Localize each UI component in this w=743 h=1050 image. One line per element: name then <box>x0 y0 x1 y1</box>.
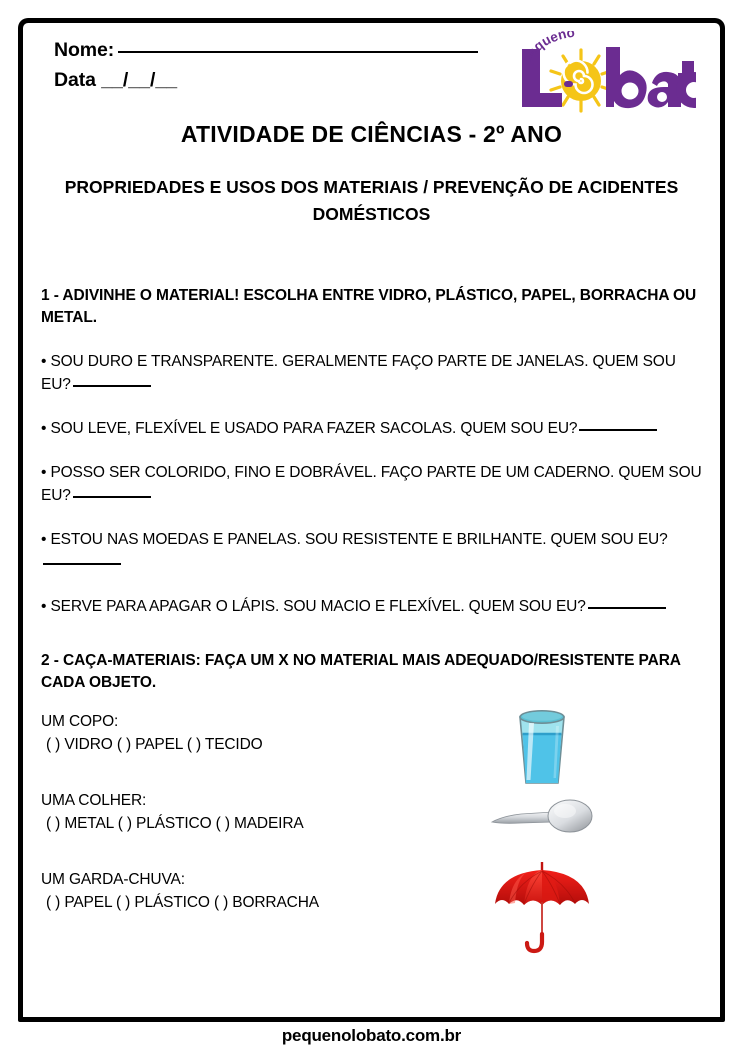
page-subtitle: PROPRIEDADES E USOS DOS MATERIAIS / PREVENÇÃO DE ACIDENTES DOMÉSTICOS <box>64 177 679 224</box>
riddle-item <box>41 461 702 507</box>
worksheet-header <box>41 33 702 111</box>
riddle-bullet: • <box>41 420 47 437</box>
name-field-row <box>54 35 574 65</box>
riddle-bullet: • <box>41 353 47 370</box>
page-title: ATIVIDADE DE CIÊNCIAS - 2º ANO <box>180 121 563 147</box>
riddle-answer-blank[interactable] <box>588 607 666 609</box>
pequeno-lobato-logo <box>518 31 696 113</box>
question-2-items <box>41 710 702 930</box>
riddle-item <box>41 350 702 396</box>
riddle-item <box>41 595 702 618</box>
question-2-heading: 2 - CAÇA-MATERIAIS: FAÇA UM X NO MATERIAL MAIS ADEQUADO/RESISTENTE PARA CADA OBJETO. <box>41 652 681 691</box>
riddle-answer-blank[interactable] <box>73 496 151 498</box>
umbrella-graphic <box>487 856 597 956</box>
riddle-text: ESTOU NAS MOEDAS E PANELAS. SOU RESISTENTE E BRILHANTE. QUEM SOU EU? <box>50 531 668 548</box>
question-1-heading: 1 - ADIVINHE O MATERIAL! ESCOLHA ENTRE VIDRO, PLÁSTICO, PAPEL, BORRACHA OU METAL. <box>41 287 697 326</box>
riddle-item <box>41 528 702 574</box>
red-umbrella-icon <box>487 856 597 956</box>
date-field-label: Data <box>54 69 96 91</box>
material-choice-row <box>41 868 702 930</box>
material-choice-text <box>41 868 702 914</box>
logo-top-word: pequeno <box>518 31 576 67</box>
name-field-rule[interactable] <box>118 51 478 53</box>
name-field-label: Nome: <box>54 39 115 61</box>
riddle-text: POSSO SER COLORIDO, FINO E DOBRÁVEL. FAÇO PARTE DE UM CADERNO. QUEM SOU EU? <box>41 464 702 504</box>
date-field-blanks[interactable]: __/__/__ <box>101 69 178 91</box>
question-2-block <box>41 650 702 930</box>
option-checkboxes[interactable]: ( ) VIDRO ( ) PAPEL ( ) TECIDO <box>46 736 263 753</box>
material-choice-text <box>41 710 702 756</box>
site-footer: pequenolobato.com.br <box>281 1026 462 1045</box>
object-label: UM GARDA-CHUVA: <box>41 871 185 888</box>
date-field-row <box>54 65 574 95</box>
riddle-bullet: • <box>41 464 47 481</box>
material-choice-text <box>41 789 702 835</box>
worksheet-content <box>23 23 720 1017</box>
logo-graphic <box>518 31 696 113</box>
question-1-block <box>41 285 702 618</box>
object-label: UM COPO: <box>41 713 119 730</box>
spoon-graphic <box>487 791 597 851</box>
riddle-item <box>41 417 702 440</box>
logo-dash <box>564 81 573 87</box>
riddle-text: SOU LEVE, FLEXÍVEL E USADO PARA FAZER SACOLAS. QUEM SOU EU? <box>50 420 578 437</box>
riddle-text: SERVE PARA APAGAR O LÁPIS. SOU MACIO E FLEXÍVEL. QUEM SOU EU? <box>50 598 586 615</box>
riddle-text: SOU DURO E TRANSPARENTE. GERALMENTE FAÇO PARTE DE JANELAS. QUEM SOU EU? <box>41 353 676 393</box>
material-choice-row <box>41 789 702 851</box>
riddle-answer-blank[interactable] <box>73 385 151 387</box>
riddle-bullet: • <box>41 531 47 548</box>
glass-of-water-icon <box>487 704 597 790</box>
object-label: UMA COLHER: <box>41 792 147 809</box>
student-fields <box>54 35 574 95</box>
option-checkboxes[interactable]: ( ) METAL ( ) PLÁSTICO ( ) MADEIRA <box>46 815 304 832</box>
riddle-bullet: • <box>41 598 47 615</box>
material-choice-row <box>41 710 702 772</box>
riddle-answer-blank[interactable] <box>579 429 657 431</box>
option-checkboxes[interactable]: ( ) PAPEL ( ) PLÁSTICO ( ) BORRACHA <box>46 894 319 911</box>
riddle-answer-blank[interactable] <box>43 563 121 565</box>
glass-of-water-graphic <box>487 704 597 790</box>
